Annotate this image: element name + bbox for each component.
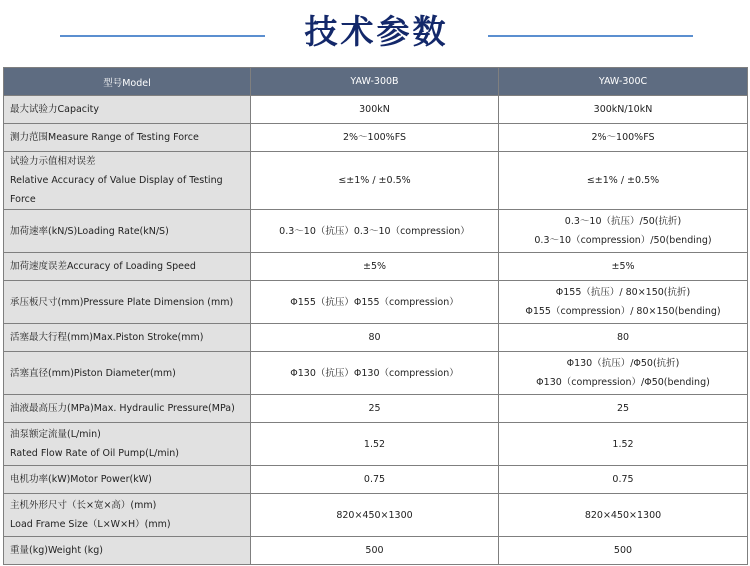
value-line: 80 [368, 332, 381, 343]
row-value-c [499, 253, 748, 281]
value-line: 820×450×1300 [584, 509, 662, 521]
row-label [4, 395, 251, 423]
row-label-line: 电机功率(kW)Motor Power(kW) [10, 474, 152, 485]
row-label-line: 加荷速率(kN/S)Loading Rate(kN/S) [10, 225, 169, 237]
row-label-line: 试验力示值相对误差 [10, 156, 96, 167]
table-row [4, 494, 748, 537]
value-line: 1.52 [363, 438, 386, 450]
value-line: Φ155（抗压）/ 80×150(抗折) [555, 287, 691, 298]
value-line: 0.3～10（抗压）/50(抗折) [564, 216, 682, 227]
row-value-c [499, 466, 748, 494]
title-divider-left [60, 35, 265, 37]
value-line: ≤±1% / ±0.5% [586, 175, 660, 186]
row-label-line: 活塞最大行程(mm)Max.Piston Stroke(mm) [10, 332, 204, 343]
row-value-b [251, 210, 499, 253]
row-label [4, 96, 251, 124]
page-title: 技术参数 [304, 12, 449, 51]
header-yaw-300b: YAW-300B [251, 68, 499, 96]
table-row [4, 124, 748, 152]
table-row [4, 96, 748, 124]
row-value-b [251, 494, 499, 537]
row-label [4, 253, 251, 281]
row-value-c [499, 210, 748, 253]
table-row [4, 281, 748, 324]
row-value-b [251, 124, 499, 152]
row-label-line: 油泵额定流量(L/min) [10, 429, 101, 440]
row-value-b [251, 281, 499, 324]
row-value-c [499, 423, 748, 466]
value-line: 300kN/10kN [593, 104, 653, 115]
row-value-c [499, 124, 748, 152]
row-label-line: 油液最高压力(MPa)Max. Hydraulic Pressure(MPa) [10, 403, 235, 414]
row-value-c [499, 494, 748, 537]
row-value-b [251, 395, 499, 423]
row-label-line: 主机外形尺寸（长×宽×高）(mm) [10, 500, 157, 511]
value-line: 25 [368, 403, 381, 414]
table-row [4, 352, 748, 395]
row-label-line: 加荷速度误差Accuracy of Loading Speed [10, 261, 196, 272]
value-line: 80 [616, 332, 630, 343]
row-label-line: 重量(kg)Weight (kg) [10, 545, 104, 556]
table-row [4, 324, 748, 352]
value-line: ≤±1% / ±0.5% [338, 175, 411, 186]
row-value-b [251, 96, 499, 124]
value-line: 25 [616, 403, 630, 414]
value-line: ±5% [362, 261, 387, 272]
value-line: 500 [613, 545, 633, 556]
row-label [4, 324, 251, 352]
row-value-c [499, 324, 748, 352]
row-label [4, 124, 251, 152]
value-line: Φ130（compression）/Φ50(bending) [536, 377, 710, 388]
value-line: 0.75 [612, 474, 634, 485]
row-value-c [499, 152, 748, 210]
title-divider-right [488, 35, 693, 37]
row-value-b [251, 324, 499, 352]
value-line: 1.52 [612, 438, 634, 450]
table-row [4, 253, 748, 281]
value-line: 820×450×1300 [336, 509, 413, 521]
value-line: 0.3～10（抗压）0.3～10（compression） [279, 225, 470, 237]
row-value-c [499, 96, 748, 124]
table-row [4, 423, 748, 466]
row-value-b [251, 352, 499, 395]
row-label [4, 281, 251, 324]
value-line: 2%～100%FS [591, 132, 655, 143]
row-label-line: 活塞直径(mm)Piston Diameter(mm) [10, 367, 176, 379]
row-value-b [251, 152, 499, 210]
row-label [4, 494, 251, 537]
table-row [4, 210, 748, 253]
value-line: Φ155（抗压）Φ155（compression） [290, 296, 459, 308]
row-value-b [251, 423, 499, 466]
value-line: ±5% [611, 261, 635, 272]
row-value-b [251, 537, 499, 565]
value-line: 0.3～10（compression）/50(bending) [534, 235, 712, 246]
table-row [4, 466, 748, 494]
table-row [4, 537, 748, 565]
row-value-c [499, 281, 748, 324]
row-value-c [499, 537, 748, 565]
table-row [4, 152, 748, 210]
spec-table [3, 67, 748, 565]
value-line: Φ130（抗压）/Φ50(抗折) [566, 358, 680, 369]
value-line: Φ130（抗压）Φ130（compression） [290, 367, 459, 379]
value-line: Φ155（compression）/ 80×150(bending) [525, 306, 721, 317]
row-label [4, 466, 251, 494]
row-label [4, 210, 251, 253]
table-header-row [4, 68, 748, 96]
header-yaw-300c: YAW-300C [499, 68, 748, 96]
row-label [4, 152, 251, 210]
row-label-line: Load Frame Size（L×W×H）(mm) [10, 519, 171, 530]
value-line: 0.75 [363, 474, 386, 485]
row-value-c [499, 395, 748, 423]
value-line: 300kN [359, 104, 390, 115]
row-label [4, 423, 251, 466]
value-line: 2%～100%FS [342, 132, 407, 143]
table-row [4, 395, 748, 423]
value-line: 500 [365, 545, 384, 556]
title-area [0, 0, 750, 64]
row-value-b [251, 466, 499, 494]
row-label [4, 352, 251, 395]
row-label-line: 最大试验力Capacity [10, 104, 100, 115]
row-label-line: Relative Accuracy of Value Display of Testing Force [10, 175, 223, 205]
row-label-line: 承压板尺寸(mm)Pressure Plate Dimension (mm) [10, 296, 234, 308]
row-value-b [251, 253, 499, 281]
header-model: 型号Model [4, 68, 251, 96]
row-label [4, 537, 251, 565]
row-label-line: 测力范围Measure Range of Testing Force [10, 132, 199, 143]
row-value-c [499, 352, 748, 395]
row-label-line: Rated Flow Rate of Oil Pump(L/min) [10, 448, 179, 459]
